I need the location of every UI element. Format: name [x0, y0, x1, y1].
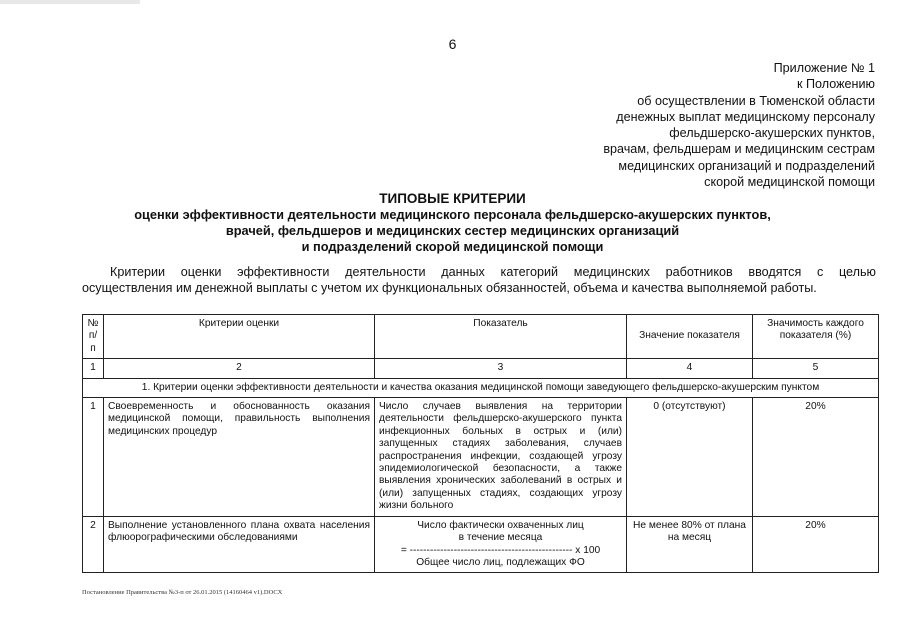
row-criteria: Выполнение установленного плана охвата населения флюорографическими обследованиями — [104, 516, 375, 573]
appendix-line: денежных выплат медицинскому персоналу — [616, 109, 875, 124]
title-sub-line: оценки эффективности деятельности медицинского персонала фельдшерско-акушерских пунктов, — [134, 207, 771, 222]
col-number: 1 — [83, 359, 104, 378]
col-number: 3 — [375, 359, 627, 378]
header-num: № п/п — [83, 315, 104, 359]
title-sub-line: и подразделений скорой медицинской помощи — [301, 239, 604, 254]
appendix-line: медицинских организаций и подразделений — [618, 158, 875, 173]
appendix-line: об осуществлении в Тюменской области — [637, 93, 875, 108]
table-row — [83, 516, 879, 573]
col-number: 5 — [753, 359, 879, 378]
formula-denominator: Общее число лиц, подлежащих ФО — [416, 556, 585, 568]
table-row — [83, 398, 879, 517]
row-value: 0 (отсутствуют) — [627, 398, 753, 517]
intro-line: Критерии оценки эффективности деятельности данных категорий медицинских работников вводятся с целью — [110, 265, 876, 279]
criteria-table — [82, 314, 879, 573]
document-title — [0, 190, 905, 255]
header-weight: Значимость каждого показателя (%) — [753, 315, 879, 359]
header-value: Значение показателя — [627, 315, 753, 359]
column-number-row — [83, 359, 879, 378]
row-indicator: Число случаев выявления на территории деятельности фельдшерско-акушерского пункта инфекционных больных в острых и (или) запущенных стадиях заболевания, случаев распространения инфекции, создающей угрозу эпидемиологической безопасности, а также выявления хронических заболеваний в острых и (или) запущенных стадиях, создающих угрозу жизни больного — [375, 398, 627, 517]
title-sub-line: врачей, фельдшеров и медицинских сестер медицинских организаций — [225, 223, 680, 238]
row-value: Не менее 80% от плана на месяц — [627, 516, 753, 573]
scan-edge — [0, 0, 905, 4]
section-heading: 1. Критерии оценки эффективности деятельности и качества оказания медицинской помощи заведующего фельдшерско-акушерским пунктом — [83, 378, 879, 397]
appendix-line: скорой медицинской помощи — [704, 175, 875, 190]
appendix-line: фельдшерско-акушерских пунктов, — [669, 126, 875, 141]
header-indicator: Показатель — [375, 315, 627, 359]
header-criteria: Критерии оценки — [104, 315, 375, 359]
col-number: 2 — [104, 359, 375, 378]
appendix-line: Приложение № 1 — [773, 61, 875, 75]
page-number: 6 — [448, 36, 457, 52]
col-number: 4 — [627, 359, 753, 378]
appendix-block — [603, 60, 875, 190]
row-weight: 20% — [753, 398, 879, 517]
formula-numerator: в течение месяца — [458, 532, 543, 544]
row-num: 1 — [83, 398, 104, 517]
row-indicator-formula — [375, 516, 627, 573]
row-num: 2 — [83, 516, 104, 573]
intro-line: осуществления им денежной выплаты с учетом их функциональных обязанностей, объема и качества выполняемой работы. — [82, 280, 817, 295]
document-footer: Постановление Правительства №3-п от 26.01.2015 (14160464 v1).DOCX — [82, 589, 283, 596]
row-weight: 20% — [753, 516, 879, 573]
formula-fraction-line: = ------------------------------------------------ х 100 — [400, 544, 601, 556]
intro-paragraph — [82, 265, 876, 296]
table-header-row — [83, 315, 879, 359]
title-main: ТИПОВЫЕ КРИТЕРИИ — [379, 191, 526, 206]
row-criteria: Своевременность и обоснованность оказания медицинской помощи, правильность выполнения медицинских процедур — [104, 398, 375, 517]
appendix-line: к Положению — [796, 77, 875, 92]
appendix-line: врачам, фельдшерам и медицинским сестрам — [603, 142, 875, 157]
formula-numerator: Число фактически охваченных лиц — [417, 519, 584, 531]
section-heading-row — [83, 378, 879, 397]
